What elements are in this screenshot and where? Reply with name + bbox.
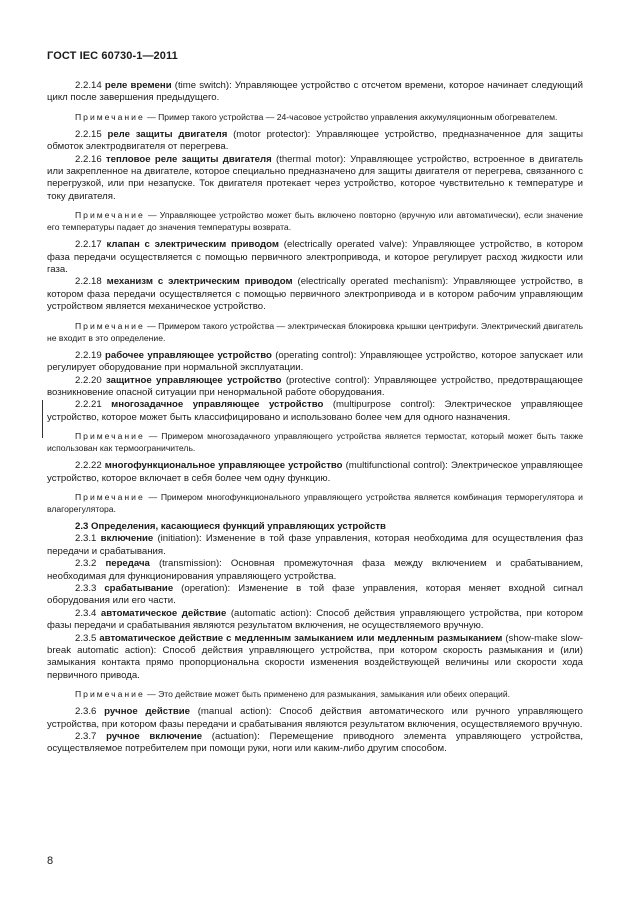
note-2-3-5: Примечание — Это действие может быть применено для размыкания, замыкания или обеих операций. [75, 689, 511, 700]
page-number: 8 [47, 855, 54, 867]
note-label: Примечание [75, 431, 145, 442]
definition-2-2-18: 2.2.18 механизм с электрическим приводом (electrically operated mechanism): Управляющее устройство, в котором фаза передачи осуществляется с помощью первичного электропривода и в котором рабочим управляющим устройством является механическое устройство. [47, 276, 583, 313]
note-label: Примечание [75, 320, 145, 331]
definition-2-2-20: 2.2.20 защитное управляющее устройство (protective control): Управляющее устройство, предотвращающее возникновение опасной ситуации при ненормальной работе оборудования. [47, 374, 584, 398]
note-label: Примечание [75, 491, 145, 502]
definition-2-2-17: 2.2.17 клапан с электрическим приводом (electrically operated valve): Управляющее устройство, в котором фаза передачи осуществляется с помощью первичного электропривода, и которое регулирует расход жидкости или газа. [47, 239, 583, 276]
document-header: ГОСТ IEC 60730-1—2011 [47, 50, 178, 62]
note-label: Примечание [75, 210, 145, 221]
definition-2-3-5: 2.3.5 автоматическое действие с медленным замыканием или медленным размыканием (show-make slow-break automatic action): Способ действия управляющего устройства, при котором скорость размыкания и (или) замыкания контакта прямо пропорциональна скорости изменения воздействующей величины или скорости хода первичного привода. [47, 632, 583, 681]
section-heading-2-3: 2.3 Определения, касающиеся функций управляющих устройств [75, 520, 386, 532]
note-2-2-22: Примечание — Примером многофункционального управляющего устройства является комбинация терморегулятора и влагорегулятора. [47, 491, 583, 514]
definition-2-2-21: 2.2.21 многозадачное управляющее устройство (multipurpose control): Электрическое управляющее устройство, которое может быть классифицировано и использовано более чем для одного назначения. [47, 399, 584, 423]
note-2-2-14: Примечание — Пример такого устройства — 24-часовое устройство управления аккумуляционным обогревателем. [75, 111, 558, 122]
definition-2-3-3: 2.3.3 срабатывание (operation): Изменение в той фазе управления, которая меняет входной сигнал оборудования или его части. [47, 582, 583, 607]
note-2-2-18: Примечание — Примером такого устройства — электрическая блокировка крышки центрифуги. Электрический двигатель не входит в это определение. [47, 320, 583, 343]
definition-2-3-6: 2.3.6 ручное действие (manual action): Способ действия автоматического или ручного управляющего устройства, при котором фазы передачи и срабатывания являются результатом включения, осуществляемого вручную. [47, 706, 583, 730]
definition-2-2-14: 2.2.14 реле времени (time switch): Управляющее устройство с отсчетом времени, которое начинает следующий цикл после завершения предыдущего. [47, 80, 583, 104]
note-label: Примечание [75, 111, 145, 122]
note-label: Примечание [75, 689, 145, 700]
definition-2-2-16: 2.2.16 тепловое реле защиты двигателя (thermal motor): Управляющее устройство, встроенное в двигатель или закрепленное на двигателе, которое специально предназначено для защиты двигателя от перегрева, связанного с перегрузкой, или при незапуске. Ток двигателя протекает через устройство, которое чувствительно к температуре и току двигателя. [47, 153, 583, 202]
note-2-2-21: Примечание — Примером многозадачного управляющего устройства является термостат, который может быть также использован как термоограничитель. [47, 431, 583, 454]
change-bar [42, 400, 43, 438]
definition-2-3-2: 2.3.2 передача (transmission): Основная промежуточная фаза между включением и срабатыванием, необходимая для функционирования управляющего устройства. [47, 558, 583, 582]
definition-2-3-4: 2.3.4 автоматическое действие (automatic action): Способ действия управляющего устройства, при котором фазы передачи и срабатывания являются результатом включения, не осуществляемого вручную. [47, 607, 583, 632]
definition-2-3-1: 2.3.1 включение (initiation): Изменение в той фазе управления, которая необходима для осуществления фаз передачи и срабатывания. [47, 533, 583, 557]
document-body [47, 80, 583, 756]
definition-2-2-19: 2.2.19 рабочее управляющее устройство (operating control): Управляющее устройство, которое запускает или регулирует оборудование при нормальной эксплуатации. [47, 349, 583, 374]
definition-2-3-7: 2.3.7 ручное включение (actuation): Перемещение приводного элемента управляющего устройства, осуществляемое потребителем при помощи руки, ноги или каким-либо другим способом. [47, 731, 583, 755]
definition-2-2-15: 2.2.15 реле защиты двигателя (motor protector): Управляющее устройство, предназначенное для защиты обмоток электродвигателя от перегрева. [47, 128, 583, 153]
note-2-2-16: Примечание — Управляющее устройство может быть включено повторно (вручную или автоматически), если значение его температуры падает до значения температуры возврата. [47, 210, 583, 233]
definition-2-2-22: 2.2.22 многофункциональное управляющее устройство (multifunctional control): Электрическое управляющее устройство, которое включает в себя более чем одну функцию. [47, 460, 583, 484]
